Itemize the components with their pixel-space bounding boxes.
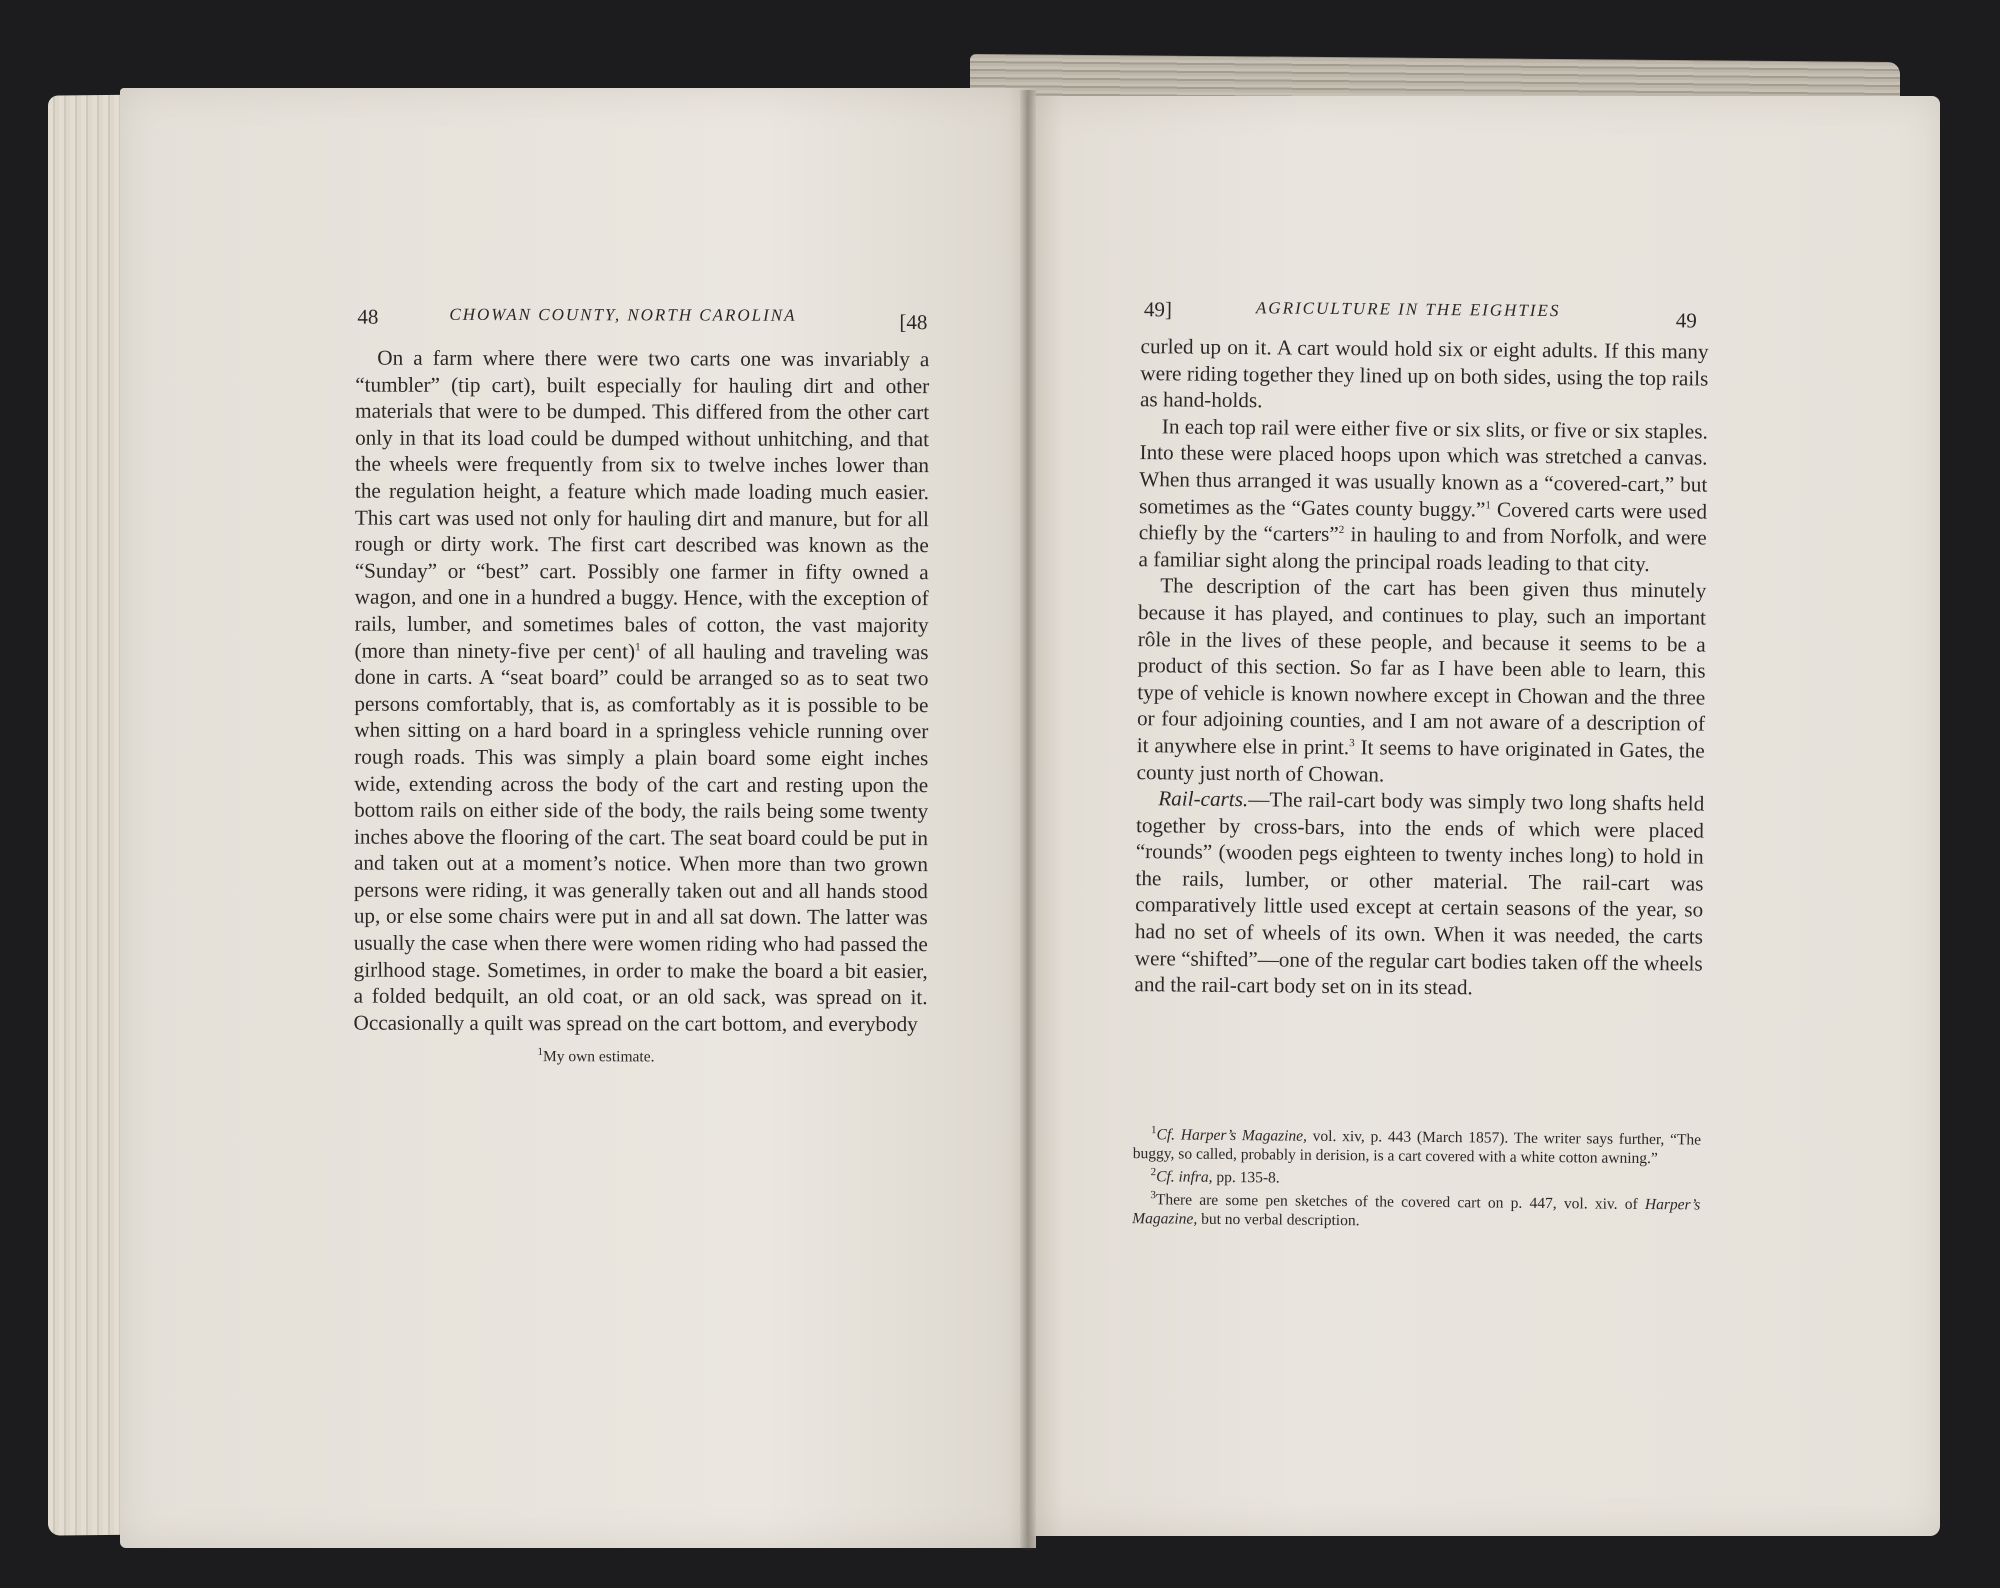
right-running-title: AGRICULTURE IN THE EIGHTIES: [1255, 298, 1561, 321]
right-paragraph-2-text-b: Covered carts were used chiefly by the “carters”: [1138, 497, 1708, 547]
right-paragraph-1: curled up on it. A cart would hold six or eight adults. If this many were riding together they lined up on both sides, using the top rails as hand-holds.: [1139, 334, 1709, 413]
right-footnote-3: [1132, 1190, 1700, 1233]
footnote-marker: 3: [1349, 736, 1355, 750]
right-paragraph-3: [1136, 572, 1706, 790]
right-page-number: 49: [1675, 308, 1697, 333]
footnote-citation: Cf. Harper’s Magazine,: [1156, 1126, 1308, 1145]
right-body-text: [1134, 333, 1708, 1003]
left-footnote: [537, 1047, 837, 1071]
footnote-marker: 1: [537, 1045, 543, 1058]
left-footnote-text: My own estimate.: [542, 1048, 655, 1066]
footnote-marker: 1: [1485, 498, 1491, 511]
right-footnote-1: [1133, 1125, 1701, 1168]
right-paragraph-2: [1138, 413, 1708, 578]
left-running-header: [357, 305, 957, 337]
footnote-citation: Cf. infra,: [1156, 1168, 1213, 1186]
footnote-text-tail: but no verbal description.: [1197, 1210, 1360, 1230]
footnote-text: vol. xiv, p. 443 (March 1857). The writer says further, “The buggy, so called, probably in derision, is a cart covered with a white cotton awning.”: [1132, 1127, 1702, 1168]
footnote-marker: 1: [1151, 1124, 1157, 1137]
right-paragraph-2-text-c: in hauling to and from Norfolk, and were a familiar sight along the principal roads leading to that city.: [1138, 522, 1707, 576]
right-running-header: [1144, 297, 1734, 333]
right-footnote-2: [1133, 1167, 1701, 1191]
left-page: [120, 88, 1036, 1548]
right-paragraph-4: [1134, 785, 1704, 1003]
left-paragraph-text: On a farm where there were two carts one was invariably a “tumbler” (tip cart), built especially for hauling dirt and other materials that were to be dumped. This differed from the other cart only in that its load could be dumped without unhitching, and that the wheels were frequently from six to twelve inches lower than the regulation height, a feature which made loading much easier. This cart was used not only for hauling dirt and manure, but for all rough or dirty work. The first cart described was known as the “Sunday” or “best” cart. Possibly one farmer in fifty owned a wagon, and one in a hundred a buggy. Hence, with the exception of rails, lumber, and sometimes bales of cotton, the vast majority (more than ninety-five per cent): [354, 345, 930, 663]
left-bracket-number: [48: [899, 310, 928, 335]
footnote-text: There are some pen sketches of the covered cart on p. 447, vol. xiv. of: [1155, 1191, 1646, 1213]
right-paragraph-3-text-b: It seems to have originated in Gates, the county just north of Chowan.: [1136, 735, 1705, 786]
section-heading-rail-carts: Rail-carts.: [1158, 786, 1249, 812]
right-page: [1026, 96, 1940, 1536]
left-paragraph: [354, 345, 930, 1038]
footnote-marker: 2: [1338, 524, 1345, 537]
footnote-marker: 1: [635, 640, 641, 653]
right-footnotes: [1132, 1125, 1701, 1237]
right-paragraph-2-text: In each top rail were either five or six slits, or five or six staples. Into these were placed hoops upon which was stretched a canvas. When thus arranged it was usually known as a “covered-cart,” but sometimes as the “Gates county buggy.”: [1138, 414, 1708, 521]
book-gutter: [1020, 90, 1036, 1550]
left-running-title: CHOWAN COUNTY, NORTH CAROLINA: [449, 304, 797, 325]
footnote-marker: 3: [1150, 1189, 1157, 1202]
footnote-marker: 2: [1150, 1166, 1157, 1179]
footnote-text: pp. 135-8.: [1212, 1168, 1280, 1187]
footnote-citation: Harper’s Magazine,: [1132, 1195, 1701, 1228]
left-page-number: 48: [357, 304, 379, 329]
right-bracket-number: 49]: [1143, 297, 1173, 322]
right-paragraph-4-text: —The rail-cart body was simply two long shafts held together by cross-bars, into the ends of which were placed “rounds” (wooden pegs eighteen to twenty inches long) to hold in the rails, lumber, or other material. The rail-cart was comparatively little used except at certain seasons of the year, so had no set of wheels of its own. When it was needed, the carts were “shifted”—one of the regular cart bodies taken off the wheels and the rail-cart body set on in its stead.: [1134, 787, 1705, 1000]
right-paragraph-3-text: The description of the cart has been given thus minutely because it has played, and continues to play, such an important rôle in the lives of these people, and because it seems to be a product of this section. So far as I have been able to learn, this type of vehicle is known nowhere except in Chowan and the three or four adjoining counties, and I am not aware of a description of it anywhere else in print.: [1136, 573, 1707, 760]
left-body-text: [354, 345, 930, 1038]
left-paragraph-text-cont: of all hauling and traveling was done in carts. A “seat board” could be arranged so as to seat two persons comfortably, that is, as comfortably as it is possible to be when sitting on a hard board in a springless vehicle running over rough roads. This was simply a plain board some eight inches wide, extending across the body of the cart and resting upon the bottom rails on either side of the body, the rails being some twenty inches above the flooring of the cart. The seat board could be put in and taken out at a moment’s notice. When more than two grown persons were riding, it was generally taken out and all hands stood up, or else some chairs were put in and all sat down. The latter was usually the case when there were women riding who had passed the girlhood stage. Sometimes, in order to make the board a bit easier, a folded bedquilt, an old coat, or an old sack, was spread on it. Occasionally a quilt was spread on the cart bottom, and everybody: [353, 638, 929, 1036]
